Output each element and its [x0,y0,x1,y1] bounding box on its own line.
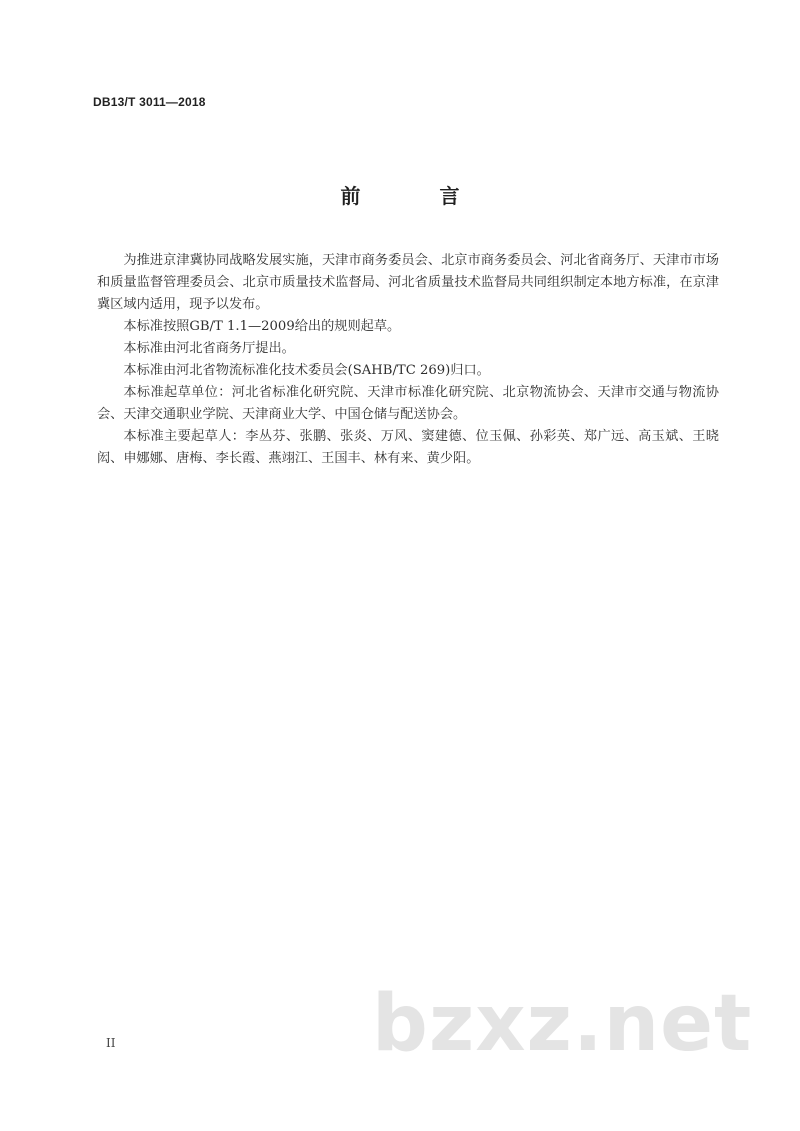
section-title: 前 言 [340,184,496,208]
watermark-logo: bzxz.net [372,979,753,1069]
paragraph-technical-committee: 本标准由河北省物流标准化技术委员会(SAHB/TC 269)归口。 [123,363,490,378]
paragraph-purpose: 为推进京津冀协同战略发展实施，天津市商务委员会、北京市商务委员会、河北省商务厅、天津市市场和质量监督管理委员会、北京市质量技术监督局、河北省质量技术监督局共同组织制定本地方标准，在京津冀区域内适用，现予以发布。 [97,253,719,312]
paragraph-proposer: 本标准由河北省商务厅提出。 [123,341,295,356]
paragraph-drafters: 本标准主要起草人：李丛芬、张鹏、张炎、万风、窦建德、位玉佩、孙彩英、郑广远、高玉斌、王晓闳、申娜娜、唐梅、李长霞、燕翊江、王国丰、林有来、黄少阳。 [97,429,719,466]
paragraph-drafting-units: 本标准起草单位：河北省标准化研究院、天津市标准化研究院、北京物流协会、天津市交通与物流协会、天津交通职业学院、天津商业大学、中国仓储与配送协会。 [97,385,719,422]
paragraph-drafting-rules: 本标准按照GB/T 1.1—2009给出的规则起草。 [123,319,401,334]
document-code: DB13/T 3011—2018 [93,95,206,109]
foreword-body [97,250,719,470]
page-number: II [106,1036,116,1050]
